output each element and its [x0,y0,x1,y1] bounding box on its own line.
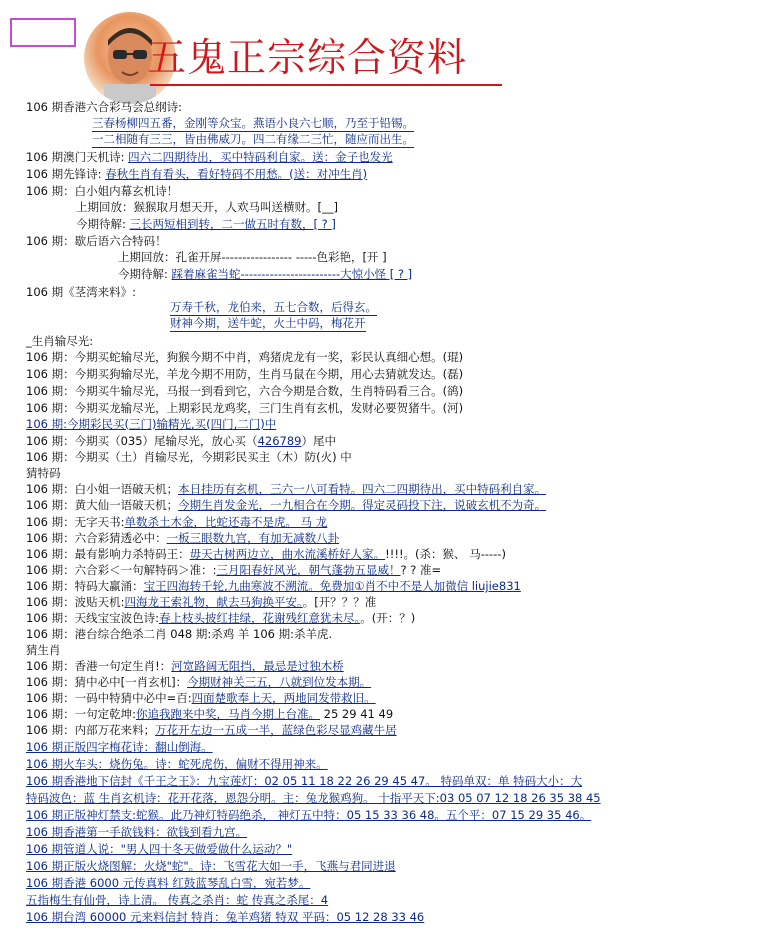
article-link[interactable]: 106 期火车头：烧伤兔。诗：蛇死虎伤，偏财不得用神来。 [26,757,328,771]
text-line [26,722,397,738]
line-label: 106 期：香港一句定生肖!： [26,659,172,673]
article-link[interactable]: 106 期台湾 60000 元来料信封 特肖：兔羊鸡猪 特双 平码：05 12 28 33 46 [26,910,425,924]
text-line [26,530,339,546]
poem-link[interactable]: 今期财神关三五，八就到位发本期。 [187,675,372,689]
line-label: 106 期：最有影响力杀特码王： [26,547,190,561]
line-label: 106 期：六合彩＜一句解特码＞准：: [26,563,217,577]
poem-link[interactable]: 春上枝头披红挂绿，花谢残红意犹未尽。 [158,611,361,625]
poem-link[interactable]: 宝王四海转千轮,九曲寒波不溯流。 [143,579,320,593]
article-link[interactable]: 106 期香港第一手欲钱料：欲钱到看九宫。 [26,825,248,839]
poem-link[interactable]: 河宽路阔无阻挡，最忌是过独木桥 [171,659,344,673]
text-line: 106 期：今期买牛输尽光，马报一到看到它，六合今期是合数，生肖特码看三合。(鹆) [26,384,464,398]
line-label: 。[开？？？准 [302,595,377,609]
poem-link[interactable]: 三长两短相到转，二一做五时有数，[ ? ] [129,217,336,231]
text-line: 106 期：今期买（土）肖输尽光，今期彩民买主（木）防(火) 中 [26,450,352,464]
text-line: 106 期：今期买龙输尽光，上期彩民龙鸡奖，三门生肖有玄机，发财必要贺猪牛。(河) [26,401,464,415]
poem-link[interactable]: 本日挂历有玄机，三六一八可看特。四六二四期待出，买中特码利自家。 [178,482,547,496]
text-line: 106 期：今期买狗输尽光，羊龙今期不用防，生肖马鼠在今期，用心去猜就发达。(磊) [26,367,464,381]
text-line [26,562,441,578]
line-label: 106 期：无字天书: [26,515,125,529]
section-heading: 猜特码 [26,466,61,480]
poem-link[interactable]: 毋天古树两边立，曲水流溪桥好人家。 [189,547,386,561]
line-label: 。(开：？) [360,611,416,625]
line-label: 25 29 41 49 [323,707,394,721]
page-title: 五鬼正宗综合资料 [147,36,468,81]
line-label: 106 期：今期买（035）尾输尽光，放心买（ [26,434,258,448]
poem-link[interactable]: 财神今期，送牛蛇，火土中码，梅花开 [170,316,366,330]
line-label: 106 期：一码中特猜中必中=百: [26,691,192,705]
text-line: 106 期：歇后语六合特码！ [26,234,167,248]
text-line: 上期回放：孔雀开屏----------------- -----色彩艳，[开 ] [118,250,387,264]
text-line: 106 期：港台综合绝杀二肖 048 期:杀鸡 羊 106 期:杀羊虎. [26,627,333,641]
article-link[interactable]: 106 期香港 6000 元传真料 红鼓蓝琴乱白雪，宛若梦。 [26,876,311,890]
text-line [26,514,327,530]
text-line [26,433,336,449]
section-heading: _生肖输尽光: [26,334,94,348]
text-line [26,497,546,513]
poem-link[interactable]: 四海龙王索礼物，献去马狗换平安。 [124,595,303,609]
line-label: 106 期：猜中必中[一肖玄机]： [26,675,188,689]
text-line [26,166,367,182]
article-link[interactable]: 106 期正版四字梅花诗：翻山倒海。 [26,740,213,754]
text-line [26,706,393,722]
poem-link[interactable]: 今期生肖发金光，一九相合在今期。得定灵码投下注，说破玄机不为奇。 [178,498,547,512]
text-line: 106 期：今期买蛇输尽光，狗猴今期不中肖，鸡猪虎龙有一奖，彩民认真细心想。(琨) [26,350,464,364]
text-line: 106 期《茎湾来料》: [26,285,136,299]
poem-link[interactable]: 一板三眼数九宫，有加无减数八卦 [166,531,340,545]
poem-link[interactable]: 春秋生肖有看头，看好特码不用愁。(送：对冲生肖) [105,167,368,181]
line-label: 106 期：天线宝宝波色诗: [26,611,159,625]
text-line [26,610,415,626]
text-line: 106 期香港六合彩马会总纲诗: [26,100,182,114]
line-label: !!!!。(杀：猴、 马-----) [385,547,506,561]
line-label: 106 期：一句定乾坤: [26,707,136,721]
text-line: 106 期：白小姐内幕玄机诗！ [26,184,179,198]
article-link[interactable]: 五指梅生有仙骨，诗上清。 传真之杀肖：蛇 传真之杀尾：4 [26,893,329,907]
line-label: 今期待解: [76,217,126,231]
text-line [26,578,521,594]
section-heading: 猜生肖 [26,643,61,657]
poem-link[interactable]: 三春杨柳四五番，金刚等众宝。燕语小良六七顺，乃至于铅锡。 [92,116,414,130]
line-label: 今期待解: [118,267,168,281]
promo-link[interactable]: 免费加①肖不中不是人加微信 liujie831 [319,579,521,593]
poem-link[interactable]: 单数杀土木金，比蛇还毒不是虎。 马 龙 [124,515,328,529]
text-line [76,216,336,232]
article-link[interactable]: 106 期正版火烧图解：火烧"蛇"。诗：飞雪花大如一手，飞燕与君同进退 [26,859,396,873]
line-label: 106 期：特码大赢涌： [26,579,144,593]
number-link[interactable]: 426789 [257,434,302,448]
line-label: 106 期：内部万花来料； [26,723,156,737]
article-link[interactable]: 特码波色：蓝 生肖玄机诗：花开花落，恩怨分明。主：兔龙猴鸡狗。 十指平天下:03 05 07 12 18 26 35 38 45 [26,791,601,805]
poem-link[interactable]: 三月阳春好风光，朝气蓬勃五显威！ [216,563,401,577]
article-link[interactable]: 106 期管道人说："男人四十冬天做爱做什么运动？" [26,842,293,856]
logo-frame [10,18,76,47]
article-link[interactable]: 106 期香港地下信封《千王之王》：九宝莲灯：02 05 11 18 22 26 29 45 47。 特码单双：单 特码大小：大 [26,774,583,788]
article-link[interactable]: 106 期正版神灯禁支:蛇猴。此乃神灯特码绝杀， 神灯五中特：05 15 33 36 48。五个平：07 15 29 35 46。 [26,808,592,822]
line-label: 106 期：黄大仙一语破天机； [26,498,179,512]
poem-link[interactable]: 踩着麻雀当蛇------------------------大惊小怪 [ ? ] [171,267,413,281]
line-label: 106 期澳门天机诗: [26,150,125,164]
text-line [118,266,412,282]
line-label: ）尾中 [301,434,336,448]
text-line [26,658,344,674]
poem-link[interactable]: 万寿千秋，龙伯来，五七合数，后得玄。 [170,300,377,314]
line-label: 106 期先锋诗: [26,167,102,181]
poem-link[interactable]: 四面楚歌奉上天，两地同发带救旧。 [191,691,376,705]
poem-link[interactable]: 四六二四期待出，买中特码利自家。送：金子也发光 [128,150,393,164]
text-line [26,481,546,497]
line-label: 106 期：波贴天机: [26,595,125,609]
title-underline [150,84,502,86]
text-line [26,690,376,706]
line-label: 106 期：六合彩猜透必中： [26,531,167,545]
text-line [26,594,376,610]
text-line [26,546,506,562]
poem-link[interactable]: 106 期:今期彩民买(三门)输精光,买(四门,二门)中 [26,417,277,431]
poem-link[interactable]: 万花开左边一五成一半，蓝绿色彩尽显鸡藏牛居 [155,723,397,737]
text-line [26,674,371,690]
text-line: 上期回放：猴猴取月想天开，人欢马叫送横财。[__] [76,200,338,214]
text-line [26,149,393,165]
poem-link[interactable]: 一二相随有三三，皆由佛威刀。四二有缘二三忙，随应而出生。 [92,132,414,146]
poem-link[interactable]: 你追我跑来中奖，马肖今期上台准。 [135,707,320,721]
line-label: 106 期：白小姐一语破天机； [26,482,179,496]
line-label: ? ? 准= [400,563,442,577]
